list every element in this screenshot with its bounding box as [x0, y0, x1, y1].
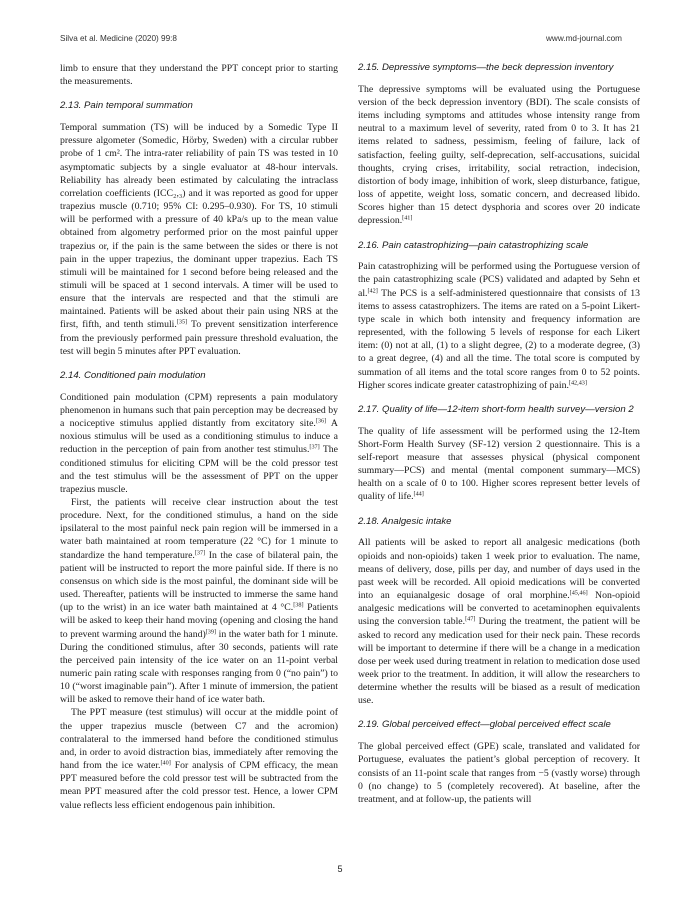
- running-header: [60, 34, 622, 48]
- paragraph-cpm-2: First, the patients will receive clear instruction about the test procedure. Next, for the conditioned stimulus, a hand on the side ipsilateral to the most painful neck pain region will be immersed in a water bath maintained at room temperature (22 °C) for 1 minute to standardize the hand temperature.[37] In the case of bilateral pain, the patient will be instructed to report the more painful side. If there is no consensus on which side is the most painful, the dominant side will be used. Thereafter, patients will be instructed to immerse the same hand (up to the wrist) in an ice water bath maintained at 4 °C.[38] Patients will be asked to keep their hand moving (opening and closing the hand to prevent warming around the hand)[39] in the water bath for 1 minute. During the conditioned stimulus, after 30 seconds, patients will rate the perceived pain intensity of the ice water on an 11-point verbal numeric pain rating scale with responses ranging from 0 (“no pain”) to 10 (“worst imaginable pain”). After 1 minute of immersion, the patient will be asked to remove their hand of ice water bath.: [60, 496, 338, 706]
- journal-url: www.md-journal.com: [546, 34, 622, 43]
- section-heading-2-19: 2.19. Global perceived effect—global perceived effect scale: [358, 719, 611, 731]
- section-heading-2-15: 2.15. Depressive symptoms—the beck depression inventory: [358, 62, 614, 73]
- section-heading-2-16: 2.16. Pain catastrophizing—pain catastrophizing scale: [358, 239, 589, 251]
- paragraph-temporal-summation: Temporal summation (TS) will be induced by a Somedic Type II pressure algometer (Somedic, Hörby, Sweden) with a circular rubber probe of 1 cm². The intra-rater reliability of pain TS was tested in 10 asymptomatic subjects by a single evaluator at 48-hour intervals. Reliability has already been estimated by calculating the intraclass correlation coefficients (ICC₂,₃) and it was reported as good for upper trapezius muscle (0.710; 95% CI: 0.295–0.930). For TS, 10 stimuli will be performed with a pressure of 40 kPa/s up to the mean value obtained from algometry performed prior on the most painful upper trapezius or, if the pain is the same between the sides or there is not pain in the upper trapezius, the dominant upper trapezius. Each TS stimuli will be maintained for 1 second before being released and the stimuli will be spaced at 1 second intervals. A timer will be used to ensure that the intervals are respected and that the stimuli are maintained. Patients will be asked about their pain using NRS at the first, fifth, and tenth stimuli.[35] To prevent sensitization interference from the previously performed pain pressure threshold evaluation, the test will begin 5 minutes after PPT evaluation.: [60, 122, 338, 357]
- section-heading-2-14: 2.14. Conditioned pain modulation: [60, 369, 206, 381]
- citation-ref: [38]: [293, 601, 304, 609]
- citation-ref: [47]: [465, 615, 476, 623]
- left-column: [60, 62, 338, 812]
- citation-ref: [36]: [315, 417, 327, 425]
- section-heading-2-13: 2.13. Pain temporal summation: [60, 100, 193, 112]
- section-heading-2-18: 2.18. Analgesic intake: [358, 515, 452, 527]
- citation-ref: [45,46]: [569, 589, 588, 597]
- citation-ref: [44]: [413, 490, 424, 498]
- intro-paragraph: limb to ensure that they understand the PPT concept prior to starting the measurements.: [60, 63, 338, 88]
- citation-ref: [42]: [367, 287, 378, 295]
- citation-ref: [42,43]: [568, 379, 587, 387]
- page-number: 5: [337, 864, 343, 874]
- citation-ref: [35]: [176, 318, 188, 326]
- paragraph-analgesic-intake: All patients will be asked to report all analgesic medications (both opioids and non-opioids) taken 1 week prior to evaluation. The name, means of delivery, dose, pills per day, and number of days used in the past week will be recorded. All opioid medications will be converted into an equianalgesic dosage of oral morphine.[45,46] Non-opioid analgesic medications will be converted to acetaminophen equivalents using the conversion table.[47] During the treatment, the patient will be asked to record any medication used for their neck pain. These records will be important to determine if there will be a change in a medication dose per week used during treatment in relation to medication dose used week prior to the treatment. In addition, it will allow the researchers to determine whether the results will be biased as a result of medication use.: [358, 537, 640, 707]
- section-heading-2-17: 2.17. Quality of life—12-item short-form health survey—version 2: [358, 403, 634, 415]
- paragraph-global-perceived-effect: The global perceived effect (GPE) scale, translated and validated for Portuguese, evaluates the patient’s global perception of recovery. It consists of an 11-point scale that ranges from −5 (vastly worse) through 0 (no change) to 5 (completely recovered). At baseline, after the treatment, and at follow-up, the patients will: [358, 741, 640, 805]
- paragraph-cpm-1: Conditioned pain modulation (CPM) represents a pain modulatory phenomenon in humans such that pain perception may be decreased by a nociceptive stimulus applied distantly from excitatory site.[36] A noxious stimulus will be used as a conditioning stimulus to induce a reduction in the perception of pain from another test stimulus.[37] The conditioned stimulus for eliciting CPM will be the cold pressor test and the test stimulus will be the assessment of PPT on the upper trapezius muscle.: [60, 391, 338, 495]
- citation-ref: [41]: [402, 214, 413, 222]
- paragraph-pain-catastrophizing: Pain catastrophizing will be performed using the Portuguese version of the pain catastrophizing scale (PCS) validated and adapted by Sehn et al.[42] The PCS is a self-administered questionnaire that consists of 13 items to assess catastrophizers. The items are rated on a 5-point Likert-type scale in which both intensity and frequency information are represented, with the following 5 levels of response for each Likert item: (0) not at all, (1) to a slight degree, (2) to a moderate degree, (3) to a great degree, (4) and all the time. The total score is computed by summation of all items and the total score ranges from 0 to 52 points. Higher scores indicate greater catastrophizing of pain.[42,43]: [358, 261, 640, 391]
- paragraph-quality-of-life: The quality of life assessment will be performed using the 12-Item Short-Form Health Survey (SF-12) version 2 questionnaire. This is a self-report measure that assesses physical (physical component summary—PCS) and mental (mental component summary—MCS) health on a scale of 0 to 100. Higher scores represent better levels of quality of life.[44]: [358, 425, 640, 503]
- citation-ref: [37]: [194, 549, 206, 557]
- journal-citation: Silva et al. Medicine (2020) 99:8: [60, 34, 177, 43]
- paragraph-depressive-symptoms: The depressive symptoms will be evaluated using the Portuguese version of the beck depression inventory (BDI). The scale consists of items including symptoms and attitudes whose intensity range from neutral to a maximum level of severity, rated from 0 to 3. It has 21 items related to sadness, pessimism, feeling of failure, lack of satisfaction, feeling guilty, self-deprecation, self-accusations, suicidal thoughts, crying crises, irritability, social retraction, indecision, distortion of body image, inhibition of work, sleep disturbance, fatigue, loss of appetite, weight loss, somatic concern, and decreased libido. Scores higher than 15 detect dysphoria and scores over 20 indicate depression.[41]: [358, 83, 640, 227]
- right-column: [358, 62, 640, 806]
- citation-ref: [39]: [205, 628, 217, 636]
- paragraph-cpm-3: The PPT measure (test stimulus) will occur at the middle point of the upper trapezius muscle (between C7 and the acromion) contralateral to the immersed hand before the conditioned stimulus and, in order to avoid distraction bias, immediately after removing the hand from the ice water.[40] For analysis of CPM efficacy, the mean PPT measured before the cold pressor test will be subtracted from the mean PPT measured after the cold pressor test. Hence, a lower CPM value reflects less efficient endogenous pain inhibition.: [60, 707, 339, 811]
- citation-ref: [40]: [160, 759, 171, 767]
- citation-ref: [37]: [309, 443, 320, 451]
